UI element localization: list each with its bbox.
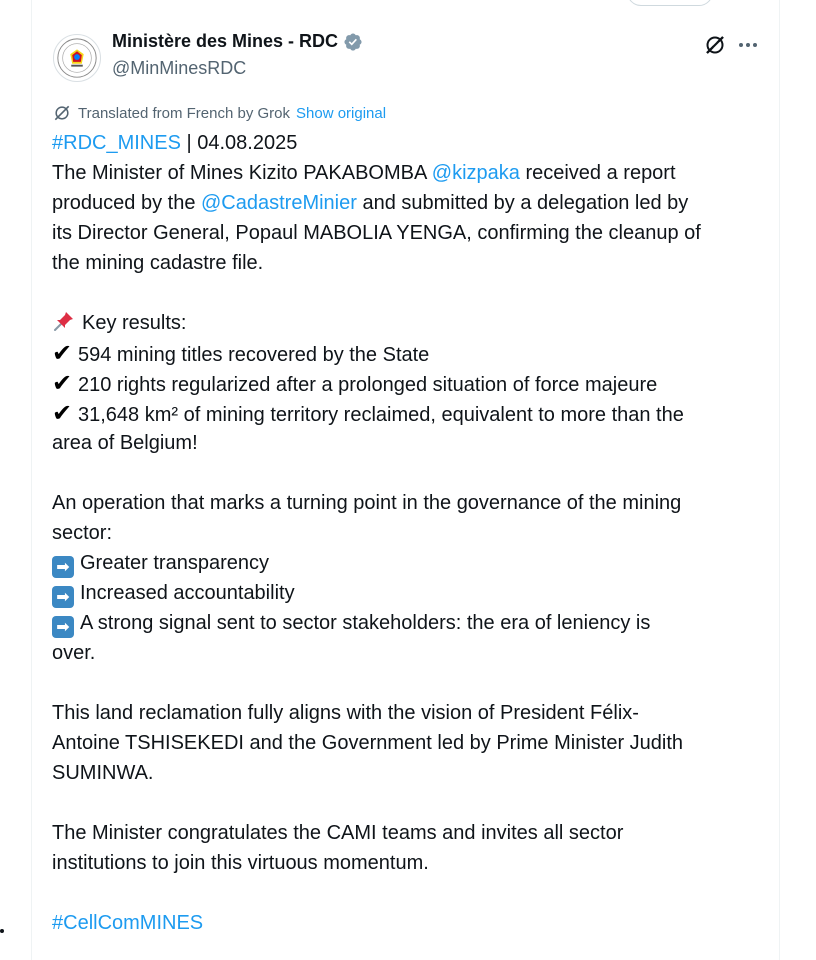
mention-kizpaka[interactable]: @kizpaka — [431, 162, 520, 184]
translation-label: Translated from French by Grok — [78, 104, 291, 122]
avatar[interactable] — [53, 34, 101, 82]
point-1: Greater transparency — [80, 552, 269, 574]
tweet-line: The Minister congratulates the CAMI teams and invites all sector — [52, 822, 624, 844]
paragraph-gap — [52, 878, 772, 908]
checkmark-icon: ✔ — [52, 399, 73, 427]
tweet-line: institutions to join this virtuous momentum. — [52, 852, 429, 874]
tweet-line — [52, 608, 772, 638]
mention-cadastreminier[interactable]: @CadastreMinier — [201, 192, 357, 214]
right-arrow-icon: ➡ — [52, 556, 74, 578]
more-options-icon[interactable] — [736, 33, 760, 57]
show-original-link[interactable]: Show original — [296, 104, 387, 122]
paragraph-gap — [52, 788, 772, 818]
key-results-label: Key results: — [82, 312, 187, 334]
tweet-line — [52, 188, 772, 218]
account-name-row — [112, 31, 363, 52]
tweet-line: its Director General, Popaul MABOLIA YENGA, confirming the cleanup of — [52, 222, 701, 244]
tweet-line — [52, 128, 772, 158]
result-1: 594 mining titles recovered by the State — [78, 344, 430, 366]
tweet-line — [52, 338, 772, 368]
tweet-line — [52, 398, 772, 428]
grok-translate-icon — [52, 103, 72, 123]
right-arrow-icon: ➡ — [52, 616, 74, 638]
checkmark-icon: ✔ — [52, 369, 73, 397]
hashtag-cellcommines[interactable]: #CellComMINES — [52, 912, 204, 934]
text-span: produced by the — [52, 192, 201, 214]
tweet-line: Antoine TSHISEKEDI and the Government led by Prime Minister Judith — [52, 732, 684, 754]
tweet-line — [52, 368, 772, 398]
tweet-line — [52, 578, 772, 608]
point-3: A strong signal sent to sector stakeholders: the era of leniency is — [80, 612, 651, 634]
tweet-line: SUMINWA. — [52, 762, 154, 784]
tweet-line: This land reclamation fully aligns with the vision of President Félix- — [52, 702, 639, 724]
result-3: 31,648 km² of mining territory reclaimed, equivalent to more than the — [78, 404, 684, 426]
tweet-line — [52, 308, 772, 338]
paragraph-gap — [52, 458, 772, 488]
translation-notice — [52, 103, 386, 123]
tweet-line: sector: — [52, 522, 113, 544]
government-seal-icon — [54, 35, 100, 81]
handle[interactable]: @MinMinesRDC — [112, 58, 247, 78]
tweet-line — [52, 158, 772, 188]
grok-icon[interactable] — [703, 33, 727, 57]
tweet-line: the mining cadastre file. — [52, 252, 264, 274]
paragraph-gap — [52, 278, 772, 308]
text-span: The Minister of Mines Kizito PAKABOMBA — [52, 162, 432, 184]
top-pill-button[interactable] — [627, 0, 713, 6]
edge-dot — [0, 929, 4, 933]
tweet-line: over. — [52, 642, 96, 664]
point-2: Increased accountability — [80, 582, 295, 604]
tweet-line: An operation that marks a turning point in the governance of the mining — [52, 492, 682, 514]
hashtag-rdc-mines[interactable]: #RDC_MINES — [52, 132, 181, 154]
display-name[interactable]: Ministère des Mines - RDC — [112, 31, 339, 51]
verified-badge-icon — [343, 32, 363, 52]
tweet-line: area of Belgium! — [52, 432, 198, 454]
checkmark-icon: ✔ — [52, 339, 73, 367]
tweet-date: | 04.08.2025 — [180, 132, 298, 154]
paragraph-gap — [52, 668, 772, 698]
text-span: and submitted by a delegation led by — [356, 192, 689, 214]
text-span: received a report — [519, 162, 676, 184]
pushpin-icon — [52, 309, 76, 333]
tweet-line — [52, 908, 772, 938]
tweet-line — [52, 548, 772, 578]
result-2: 210 rights regularized after a prolonged situation of force majeure — [78, 374, 658, 396]
right-arrow-icon: ➡ — [52, 586, 74, 608]
tweet-text — [52, 128, 772, 938]
